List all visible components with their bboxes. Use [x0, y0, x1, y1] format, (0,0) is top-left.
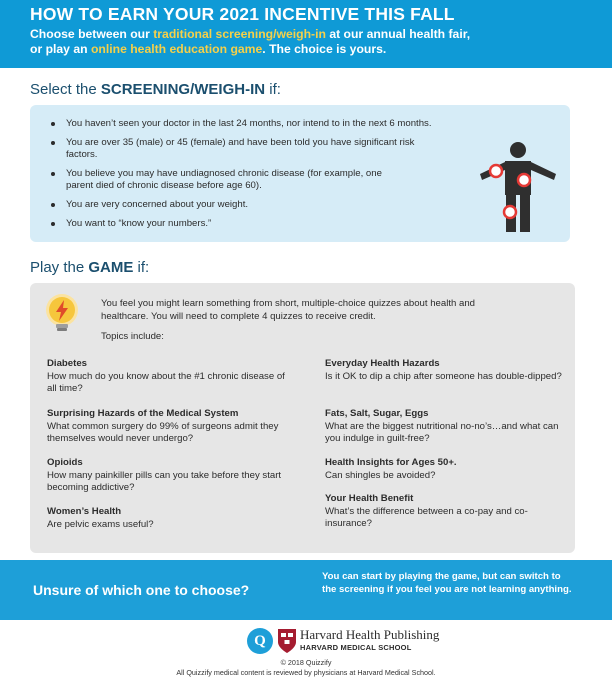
topic-title: Surprising Hazards of the Medical System — [47, 408, 239, 419]
game-section-title — [30, 259, 149, 276]
header-banner — [0, 0, 612, 68]
copyright-text: © 2018 Quizzify — [280, 658, 332, 667]
screening-title-post: if: — [265, 81, 281, 98]
subtitle-text-2b: . The choice is yours. — [262, 42, 387, 56]
lightbulb-lightning-icon — [42, 292, 82, 334]
topic-item — [47, 358, 287, 396]
topics-label: Topics include: — [101, 331, 164, 342]
screening-title-pre: Select the — [30, 81, 101, 98]
screening-bullet-list — [50, 118, 470, 237]
topic-item — [325, 408, 565, 446]
human-figure-pain-points-icon — [478, 140, 558, 235]
screening-bullet: You believe you may have undiagnosed chronic disease (for example, one parent died of chronic disease before age 60). — [50, 168, 395, 192]
topic-item — [325, 493, 565, 531]
screening-section-title — [30, 81, 281, 98]
topic-desc: Are pelvic exams useful? — [47, 518, 154, 530]
screening-bullet: You are over 35 (male) or 45 (female) and have been told you have significant risk factors. — [50, 137, 445, 161]
game-title-post: if: — [133, 259, 150, 276]
game-intro-text: You feel you might learn something from short, multiple-choice quizzes about health and healthcare. You will need to complete 4 quizzes to receive credit. — [101, 298, 476, 322]
topic-desc: Is it OK to dip a chip after someone has double-dipped? — [325, 370, 562, 382]
topic-title: Diabetes — [47, 358, 87, 369]
subtitle-text-1a: Choose between our — [30, 27, 154, 41]
footer-answer: You can start by playing the game, but can switch to the screening if you feel you are not learning anything. — [322, 571, 572, 595]
topic-item — [47, 506, 287, 531]
screening-bullet: You haven’t seen your doctor in the last 24 months, nor intend to in the next 6 months. — [50, 118, 510, 130]
topic-desc: How many painkiller pills can you take before they start becoming addictive? — [47, 469, 282, 493]
harvard-shield-icon — [277, 628, 297, 654]
screening-bullet: You are very concerned about your weight. — [50, 199, 470, 211]
page-title: HOW TO EARN YOUR 2021 INCENTIVE THIS FALL — [30, 4, 455, 24]
highlight-game: online health education game — [90, 42, 263, 56]
screening-bullet: You want to “know your numbers.” — [50, 218, 470, 230]
publisher-name: Harvard Health Publishing — [300, 627, 440, 642]
header-subtitle — [30, 27, 612, 57]
topic-item — [325, 358, 565, 383]
topic-title: Fats, Salt, Sugar, Eggs — [325, 408, 429, 419]
topic-item — [325, 457, 565, 482]
topic-title: Women’s Health — [47, 506, 122, 517]
topic-desc: What are the biggest nutritional no-no’s…and what can you indulge in guilt-free? — [325, 420, 559, 444]
topic-item — [47, 457, 287, 495]
highlight-screening: traditional screening/weigh-in — [153, 27, 326, 41]
topic-title: Health Insights for Ages 50+. — [325, 457, 457, 468]
topic-desc: Can shingles be avoided? — [325, 469, 436, 481]
school-name: HARVARD MEDICAL SCHOOL — [300, 643, 412, 652]
subtitle-text-2a: or play an — [30, 42, 91, 56]
topic-item — [47, 408, 287, 446]
topic-desc: How much do you know about the #1 chronic disease of all time? — [47, 370, 285, 394]
footer-question: Unsure of which one to choose? — [33, 582, 250, 598]
subtitle-text-1b: at our annual health fair, — [325, 27, 471, 41]
topic-title: Everyday Health Hazards — [325, 358, 440, 369]
review-note: All Quizzify medical content is reviewed by physicians at Harvard Medical School. — [176, 668, 436, 677]
topic-title: Opioids — [47, 457, 83, 468]
game-title-bold: GAME — [88, 259, 134, 276]
topic-title: Your Health Benefit — [325, 493, 414, 504]
game-title-pre: Play the — [30, 259, 89, 276]
screening-title-bold: SCREENING/WEIGH-IN — [100, 81, 266, 98]
topic-desc: What common surgery do 99% of surgeons admit they themselves would never undergo? — [47, 420, 279, 444]
quizzify-logo-icon: Q — [247, 628, 273, 654]
topic-desc: What’s the difference between a co-pay and co-insurance? — [325, 505, 528, 529]
